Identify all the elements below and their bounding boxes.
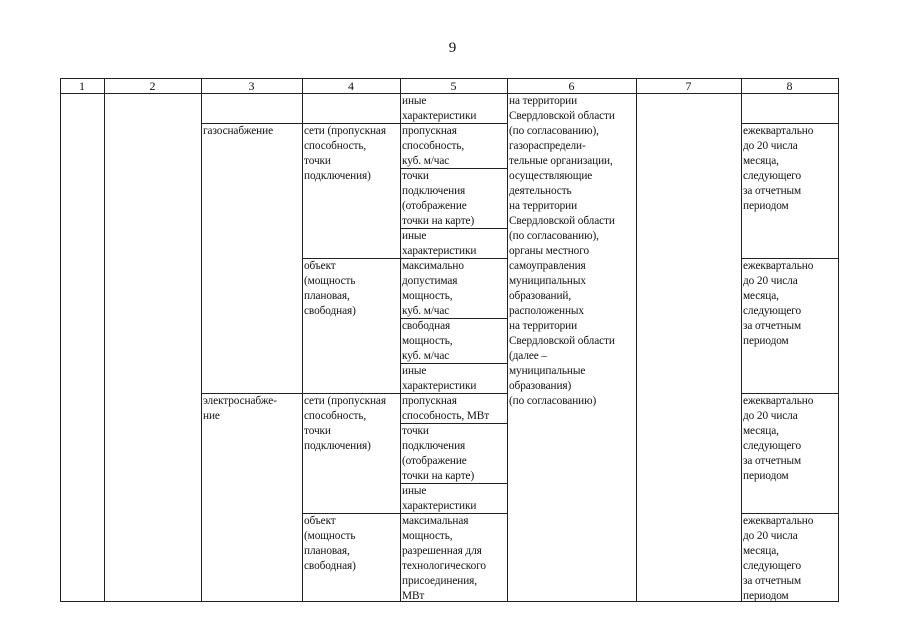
electric-networks-char: точки подключения (отображение точки на карте) [402,425,475,482]
gas-networks-char: иные характеристики [402,230,477,257]
col-border [104,78,105,602]
header-cell: 8 [786,79,793,93]
col-border [741,78,742,602]
gas-object: объект (мощность плановая, свободная) [304,260,356,317]
electric-object-char: максимальная мощность, разрешенная для технологического присоединения, МВт [402,515,486,602]
gas-object-period: ежеквартально до 20 числа месяца, следующего за отчетным периодом [743,260,814,347]
col5-other-characteristics: иные характеристики [402,95,477,122]
electric-networks-object: сети (пропускная способность, точки подключения) [304,395,386,452]
header-cell: 4 [348,79,354,93]
col-border [507,78,508,602]
gas-networks-char: пропускная способность, куб. м/час [402,125,465,167]
col-border [400,78,401,602]
gas-service-label: газоснабжение [203,125,273,137]
electric-service-label: электроснабже- ние [203,395,277,422]
header-cell: 2 [149,79,156,93]
col-border [302,78,303,602]
header-cell: 7 [685,79,692,93]
gas-networks-period: ежеквартально до 20 числа месяца, следующего за отчетным периодом [743,125,814,212]
electric-networks-char: иные характеристики [402,485,477,512]
col6-responsible-parties: на территории Свердловской области (по согласованию), газораспредели- тельные организации, осуществляющие деятельность на территории Свердловской области (по согласованию), органы местного самоуправления муниципальных образований, расположенных на территории Свердловской области (далее – муниципальные образования) (по согласованию) [509,95,615,407]
electric-networks-char: пропускная способность, МВт [402,395,490,422]
gas-object-char: максимально допустимая мощность, куб. м/час [402,260,464,317]
gas-networks-object: сети (пропускная способность, точки подключения) [304,125,386,182]
header-cell: 3 [248,79,255,93]
col-border [60,78,61,602]
col-border [636,78,637,602]
gas-networks-char: точки подключения (отображение точки на карте) [402,170,475,227]
gas-object-char: свободная мощность, куб. м/час [402,320,453,362]
header-cell: 5 [450,79,457,93]
electric-networks-period: ежеквартально до 20 числа месяца, следующего за отчетным периодом [743,395,814,482]
col-border [838,78,839,602]
page-number: 9 [448,40,457,56]
electric-object-period: ежеквартально до 20 числа месяца, следующего за отчетным периодом [743,515,814,602]
header-cell: 6 [568,79,575,93]
electric-object: объект (мощность плановая, свободная) [304,515,356,572]
gas-object-char: иные характеристики [402,365,477,392]
header-cell: 1 [79,79,85,93]
col-border [201,78,202,602]
